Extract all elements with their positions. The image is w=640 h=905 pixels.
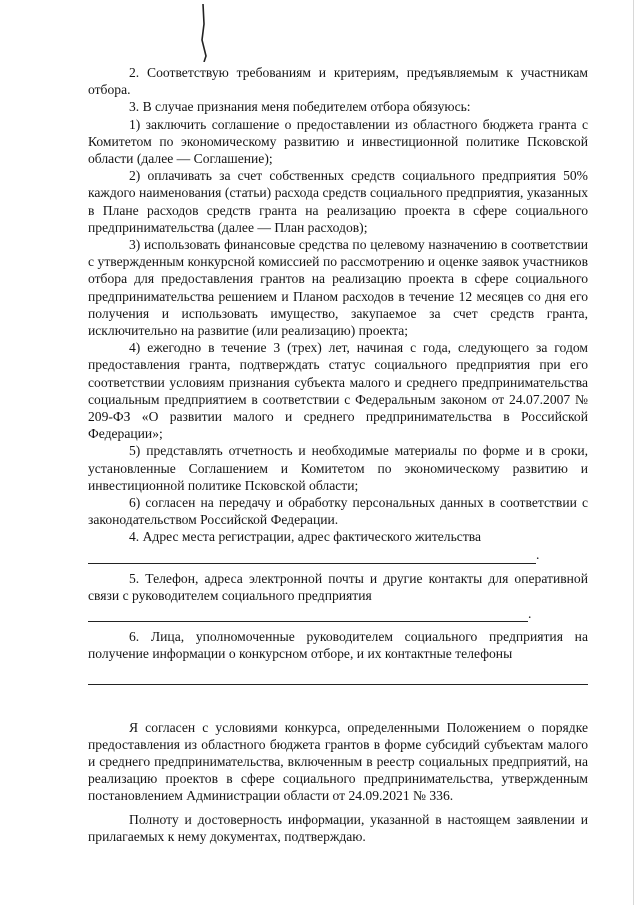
contacts-line-end: . — [528, 605, 532, 621]
document-body — [88, 64, 588, 845]
scan-edge — [633, 0, 634, 905]
consent-paragraph: Я согласен с условиями конкурса, определенными Положением о порядке предоставления из областного бюджета грантов в форме субсидий субъектам малого и среднего предпринимательства, включенным в реестр социальных предприятий, на реализацию проектов в сфере социального предпринимательства, утвержденным постановлением Администрации области от 24.09.2021 № 336. — [88, 719, 588, 804]
item-5: 5. Телефон, адреса электронной почты и другие контакты для оперативной связи с руководителем социального предприятия — [88, 570, 588, 603]
item-6: 6. Лица, уполномоченные руководителем социального предприятия на получение информации о конкурсном отборе, и их контактные телефоны — [88, 629, 588, 662]
obligation-1: 1) заключить соглашение о предоставлении из областного бюджета гранта с Комитетом по экономическому развитию и инвестиционной политике Псковской области (далее — Соглашение); — [88, 116, 588, 167]
obligation-4: 4) ежегодно в течение 3 (трех) лет, начиная с года, следующего за годом предоставления гранта, подтверждать статус социального предприятия при его соответствии условиям признания субъекта малого и среднего предпринимательства социальным предприятием в соответствии с Федеральным законом от 24.07.2007 № 209-ФЗ «О развитии малого и среднего предпринимательства в Российской Федерации»; — [88, 340, 588, 442]
persons-blank-line — [88, 663, 588, 685]
item-4: 4. Адрес места регистрации, адрес фактического жительства — [129, 529, 482, 545]
obligation-2: 2) оплачивать за счет собственных средств социального предприятия 50% каждого наименования (статьи) расхода средств социального предприятия, указанных в Плане расходов средств гранта на реализацию проекта в сфере социального предпринимательства (далее — План расходов); — [88, 168, 588, 235]
obligation-3: 3) использовать финансовые средства по целевому назначению в соответствии с утвержденным конкурсной комиссией по рассмотрению и оценке заявок участников отбора для предоставления грантов на реализацию проекта в сфере социального предпринимательства решением и Планом расходов в течение 12 месяцев со дня его получения и использовать имущество, закупаемое за счет средств гранта, исключительно на развитие (или реализацию) проекта; — [88, 237, 588, 339]
contacts-blank-line — [88, 604, 588, 622]
address-rule — [88, 563, 536, 564]
persons-rule — [88, 684, 588, 685]
item-2: 2. Соответствую требованиям и критериям, предъявляемым к участникам отбора. — [88, 65, 588, 98]
obligation-6: 6) согласен на передачу и обработку персональных данных в соответствии с законодательством Российской Федерации. — [88, 495, 588, 528]
pen-mark — [200, 4, 208, 62]
contacts-rule — [88, 621, 528, 622]
address-line-end: . — [536, 547, 540, 563]
address-blank-line — [88, 546, 588, 564]
obligation-5: 5) представлять отчетность и необходимые материалы по форме и в сроки, установленные Соглашением и Комитетом по экономическому развитию и инвестиционной политике Псковской области; — [88, 443, 588, 493]
confirmation-paragraph: Полноту и достоверность информации, указанной в настоящем заявлении и прилагаемых к нему документах, подтверждаю. — [88, 811, 588, 844]
item-3-intro: 3. В случае признания меня победителем отбора обязуюсь: — [129, 99, 471, 115]
